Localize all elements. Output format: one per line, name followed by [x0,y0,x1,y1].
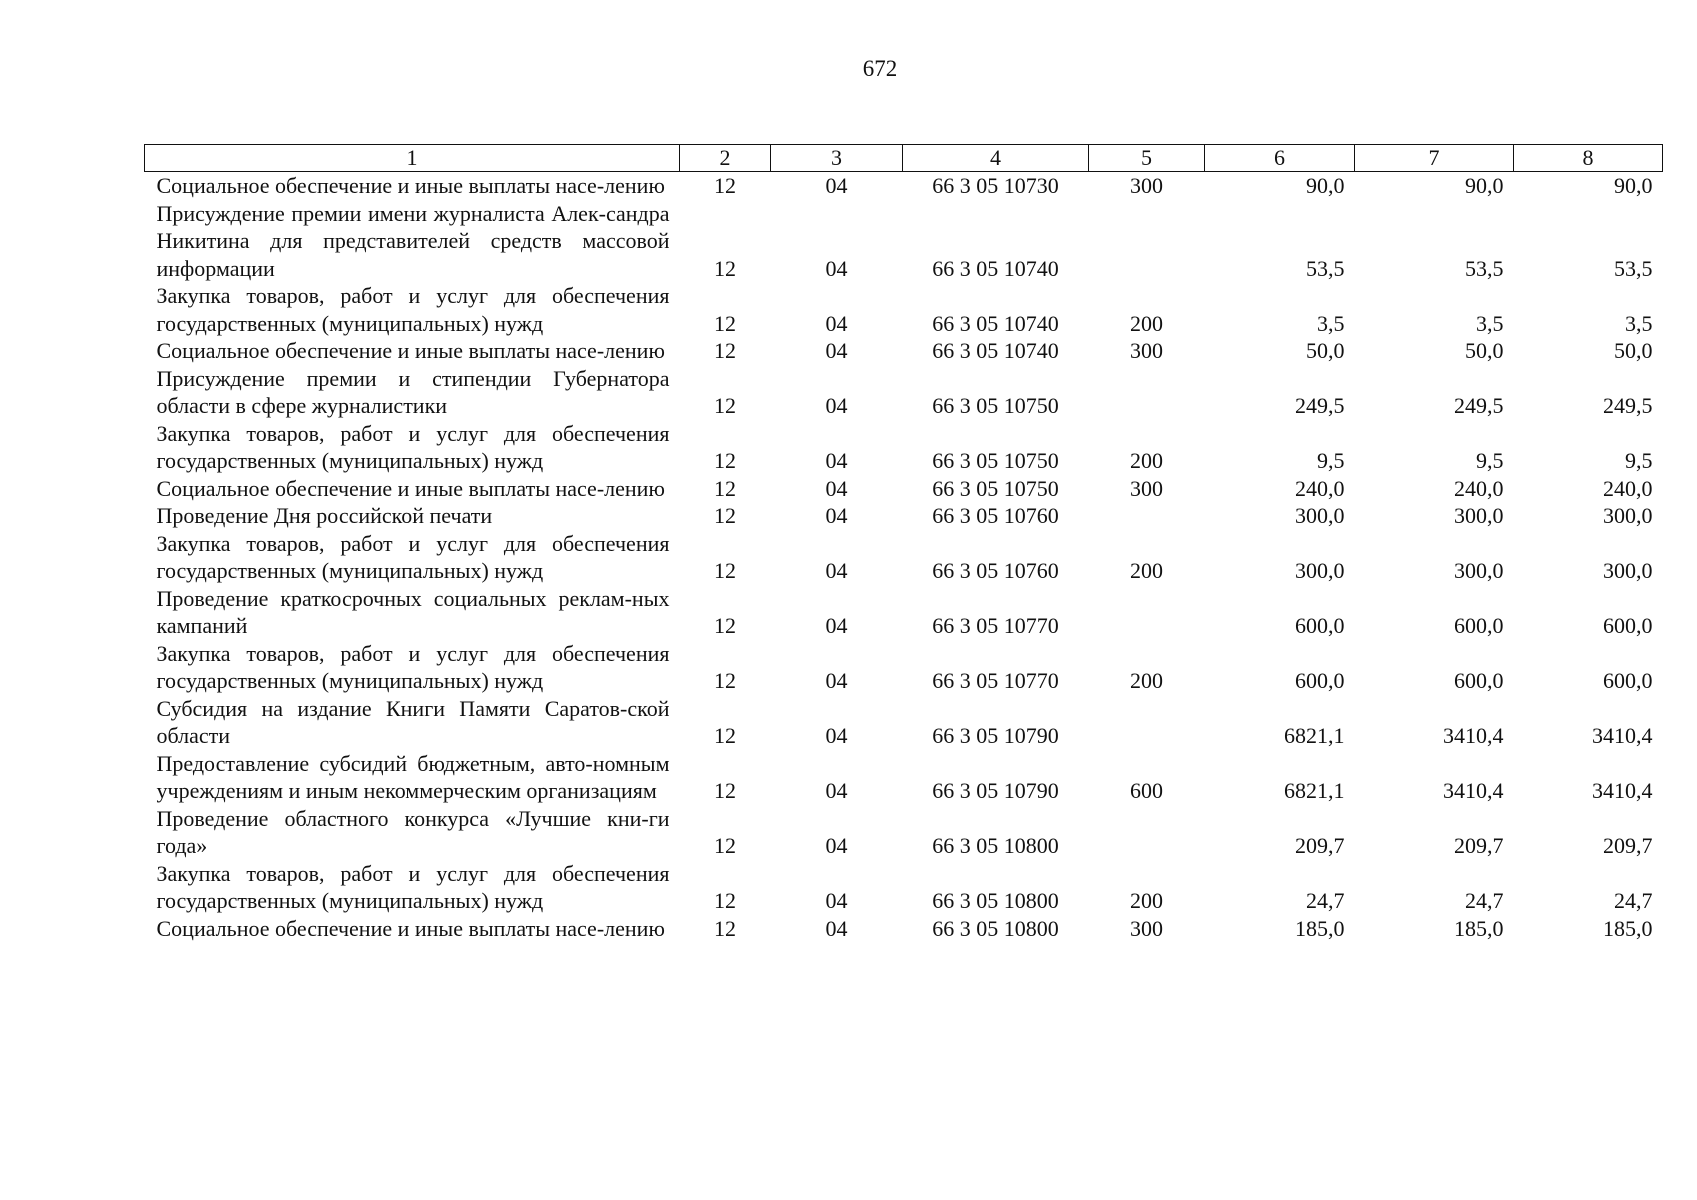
table-row [145,640,1663,695]
section-code: 12 [714,723,736,748]
subsection-code: 04 [825,310,848,336]
expense-type: 200 [1130,668,1163,693]
amount-col-6: 90,0 [1306,173,1345,198]
amount-col-6: 24,7 [1306,888,1345,913]
expense-type: 300 [1130,915,1163,941]
section-code: 12 [714,448,736,473]
table-row [145,475,1663,503]
table-row [145,915,1663,943]
subsection-code: 04 [825,393,848,418]
target-article: 66 3 05 10730 [932,173,1059,198]
subsection-code: 04 [825,475,848,501]
table-row [145,750,1663,805]
subsection-code: 04 [825,338,848,363]
section-code: 12 [714,888,736,913]
column-header-2: 2 [680,145,771,172]
table-row [145,502,1663,530]
subsection-code: 04 [825,833,848,858]
row-name: Проведение краткосрочных социальных реклам-ных кампаний [156,585,670,638]
subsection-code: 04 [825,723,848,748]
amount-col-8: 50,0 [1614,338,1653,363]
column-header-6: 6 [1205,145,1355,172]
amount-col-7: 600,0 [1454,668,1504,693]
section-code: 12 [714,475,736,501]
subsection-code: 04 [825,173,848,198]
amount-col-6: 9,5 [1317,448,1345,473]
target-article: 66 3 05 10800 [932,888,1059,913]
table-row [145,530,1663,585]
row-name: Субсидия на издание Книги Памяти Саратов-ской области [156,695,670,748]
section-code: 12 [714,173,736,198]
section-code: 12 [714,503,736,528]
section-code: 12 [714,668,736,693]
amount-col-7: 600,0 [1454,613,1504,638]
row-name: Социальное обеспечение и иные выплаты насе-лению [156,475,665,501]
subsection-code: 04 [825,613,848,638]
target-article: 66 3 05 10760 [932,558,1059,583]
amount-col-6: 240,0 [1295,475,1345,501]
expense-type [1089,365,1205,420]
table-row [145,585,1663,640]
expense-type: 200 [1130,558,1163,583]
row-name: Закупка товаров, работ и услуг для обеспечения государственных (муниципальных) нужд [156,530,670,583]
amount-col-8: 3410,4 [1592,723,1653,748]
amount-col-8: 24,7 [1614,888,1653,913]
amount-col-6: 53,5 [1306,255,1345,281]
table-row [145,695,1663,750]
section-code: 12 [714,393,736,418]
amount-col-8: 240,0 [1603,475,1653,501]
target-article: 66 3 05 10740 [932,255,1059,281]
expense-type [1089,805,1205,860]
target-article: 66 3 05 10800 [932,833,1059,858]
amount-col-8: 3410,4 [1592,778,1653,803]
target-article: 66 3 05 10790 [932,723,1059,748]
table-row [145,200,1663,283]
amount-col-8: 90,0 [1614,173,1653,198]
row-name: Проведение Дня российской печати [156,503,493,528]
amount-col-8: 9,5 [1625,448,1653,473]
amount-col-8: 600,0 [1603,613,1653,638]
amount-col-8: 600,0 [1603,668,1653,693]
page-number: 672 [862,56,898,81]
column-header-5: 5 [1089,145,1205,172]
table-row [145,805,1663,860]
amount-col-6: 600,0 [1295,613,1345,638]
amount-col-6: 209,7 [1295,833,1345,858]
target-article: 66 3 05 10750 [932,448,1059,473]
amount-col-7: 24,7 [1465,888,1504,913]
expense-type: 200 [1130,310,1163,336]
column-header-4: 4 [903,145,1089,172]
amount-col-7: 209,7 [1454,833,1504,858]
expense-type [1089,502,1205,530]
expense-type: 300 [1130,475,1163,501]
subsection-code: 04 [825,778,848,803]
section-code: 12 [714,778,736,803]
amount-col-6: 300,0 [1295,558,1345,583]
expense-type: 300 [1130,173,1163,198]
target-article: 66 3 05 10750 [932,393,1059,418]
row-name: Присуждение премии имени журналиста Алек-сандра Никитина для представителей средств массовой информации [156,200,670,281]
amount-col-8: 53,5 [1614,255,1653,281]
table-row [145,172,1663,200]
row-name: Социальное обеспечение и иные выплаты насе-лению [156,173,665,198]
row-name: Присуждение премии и стипендии Губернатора области в сфере журналистики [156,365,670,418]
section-code: 12 [714,255,736,281]
table-row [145,337,1663,365]
amount-col-7: 9,5 [1476,448,1504,473]
subsection-code: 04 [825,888,848,913]
column-header-3: 3 [771,145,903,172]
column-header-8: 8 [1514,145,1663,172]
amount-col-6: 50,0 [1306,338,1345,363]
amount-col-8: 209,7 [1603,833,1653,858]
amount-col-7: 3410,4 [1443,778,1504,803]
amount-col-6: 600,0 [1295,668,1345,693]
expense-type [1089,695,1205,750]
amount-col-7: 185,0 [1454,915,1504,941]
row-name: Закупка товаров, работ и услуг для обеспечения государственных (муниципальных) нужд [156,283,670,336]
amount-col-6: 300,0 [1295,503,1345,528]
target-article: 66 3 05 10750 [932,475,1059,501]
section-code: 12 [714,338,736,363]
target-article: 66 3 05 10760 [932,503,1059,528]
table-body [145,172,1663,943]
section-code: 12 [714,833,736,858]
amount-col-7: 240,0 [1454,475,1504,501]
amount-col-6: 249,5 [1295,393,1345,418]
table-row [145,860,1663,915]
amount-col-6: 6821,1 [1284,723,1345,748]
amount-col-7: 3410,4 [1443,723,1504,748]
amount-col-8: 300,0 [1603,503,1653,528]
amount-col-8: 249,5 [1603,393,1653,418]
amount-col-6: 6821,1 [1284,778,1345,803]
column-header-1: 1 [145,145,680,172]
amount-col-7: 249,5 [1454,393,1504,418]
budget-table [144,144,1663,942]
subsection-code: 04 [825,255,848,281]
amount-col-7: 53,5 [1465,255,1504,281]
amount-col-8: 3,5 [1625,310,1653,336]
row-name: Закупка товаров, работ и услуг для обеспечения государственных (муниципальных) нужд [156,640,670,693]
section-code: 12 [714,915,736,941]
row-name: Проведение областного конкурса «Лучшие кни-ги года» [156,805,670,858]
target-article: 66 3 05 10770 [932,613,1059,638]
subsection-code: 04 [825,503,848,528]
amount-col-8: 185,0 [1603,915,1653,941]
amount-col-7: 300,0 [1454,558,1504,583]
expense-type: 300 [1130,338,1163,363]
subsection-code: 04 [825,915,848,941]
amount-col-7: 300,0 [1454,503,1504,528]
expense-type: 200 [1130,448,1163,473]
target-article: 66 3 05 10770 [932,668,1059,693]
subsection-code: 04 [825,448,848,473]
row-name: Закупка товаров, работ и услуг для обеспечения государственных (муниципальных) нужд [156,420,670,473]
section-code: 12 [714,613,736,638]
column-header-7: 7 [1355,145,1514,172]
row-name: Закупка товаров, работ и услуг для обеспечения государственных (муниципальных) нужд [156,860,670,913]
table-row [145,282,1663,337]
target-article: 66 3 05 10790 [932,778,1059,803]
row-name: Социальное обеспечение и иные выплаты насе-лению [156,915,665,941]
target-article: 66 3 05 10800 [932,915,1059,941]
row-name: Предоставление субсидий бюджетным, авто-номным учреждениям и иным некоммерческим организациям [156,750,670,803]
expense-type [1089,585,1205,640]
amount-col-7: 90,0 [1465,173,1504,198]
expense-type [1089,200,1205,283]
section-code: 12 [714,558,736,583]
table-row [145,420,1663,475]
row-name: Социальное обеспечение и иные выплаты насе-лению [156,338,665,363]
amount-col-6: 185,0 [1295,915,1345,941]
amount-col-6: 3,5 [1317,310,1345,336]
target-article: 66 3 05 10740 [932,338,1059,363]
amount-col-7: 50,0 [1465,338,1504,363]
amount-col-7: 3,5 [1476,310,1504,336]
column-number-row [145,145,1663,172]
subsection-code: 04 [825,668,848,693]
amount-col-8: 300,0 [1603,558,1653,583]
subsection-code: 04 [825,558,848,583]
table-row [145,365,1663,420]
expense-type: 200 [1130,888,1163,913]
section-code: 12 [714,310,736,336]
expense-type: 600 [1130,778,1163,803]
target-article: 66 3 05 10740 [932,310,1059,336]
